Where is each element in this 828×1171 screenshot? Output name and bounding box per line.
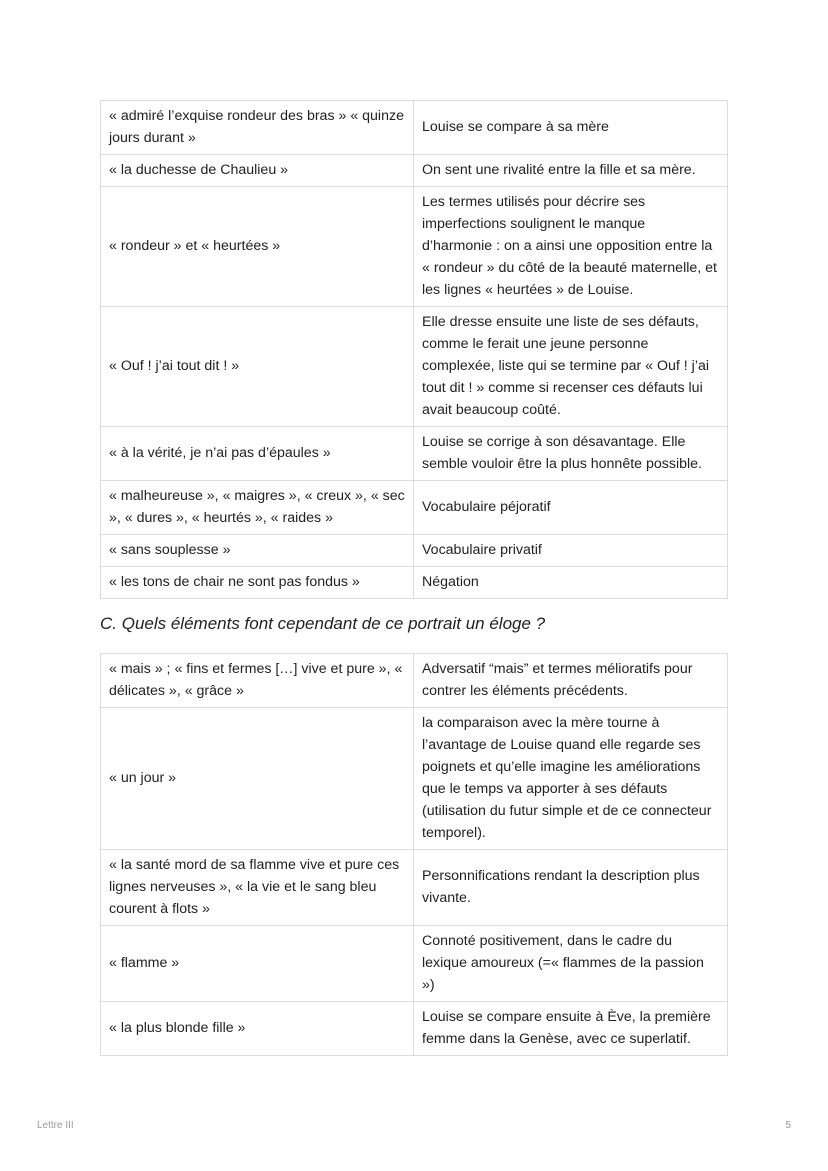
- quote-cell: « mais » ; « fins et fermes […] vive et pure », « délicates », « grâce »: [101, 654, 414, 708]
- quote-cell: « les tons de chair ne sont pas fondus »: [101, 567, 414, 599]
- quote-cell: « la plus blonde fille »: [101, 1002, 414, 1056]
- quote-cell: « rondeur » et « heurtées »: [101, 187, 414, 307]
- quote-cell: « la santé mord de sa flamme vive et pure ces lignes nerveuses », « la vie et le sang bleu courent à flots »: [101, 850, 414, 926]
- quote-cell: « sans souplesse »: [101, 535, 414, 567]
- section-heading: C. Quels éléments font cependant de ce portrait un éloge ?: [100, 614, 546, 633]
- comment-cell: Adversatif “mais” et termes mélioratifs pour contrer les éléments précédents.: [414, 654, 728, 708]
- table-row: [101, 535, 728, 567]
- comment-cell: Les termes utilisés pour décrire ses imperfections soulignent le manque d’harmonie : on a ainsi une opposition entre la « rondeur » du côté de la beauté maternelle, et les lignes « heurtées » de Louise.: [414, 187, 728, 307]
- comment-cell: Négation: [414, 567, 728, 599]
- footer-page-number: 5: [785, 1120, 791, 1131]
- table-row: [101, 101, 728, 155]
- table-row: [101, 307, 728, 427]
- table-row: [101, 187, 728, 307]
- table-row: [101, 155, 728, 187]
- comment-cell: la comparaison avec la mère tourne à l’avantage de Louise quand elle regarde ses poignets et qu’elle imagine les améliorations que le temps va apporter à ses défauts (utilisation du futur simple et de ce connecteur temporel).: [414, 708, 728, 850]
- table-row: [101, 481, 728, 535]
- quote-cell: « malheureuse », « maigres », « creux », « sec », « dures », « heurtés », « raides »: [101, 481, 414, 535]
- comment-cell: Vocabulaire privatif: [414, 535, 728, 567]
- comment-cell: Connoté positivement, dans le cadre du lexique amoureux (=« flammes de la passion »): [414, 926, 728, 1002]
- comment-cell: Louise se corrige à son désavantage. Elle semble vouloir être la plus honnête possible.: [414, 427, 728, 481]
- analysis-table-2: [100, 653, 728, 1056]
- quote-cell: « un jour »: [101, 708, 414, 850]
- comment-cell: On sent une rivalité entre la fille et sa mère.: [414, 155, 728, 187]
- comment-cell: Elle dresse ensuite une liste de ses défauts, comme le ferait une jeune personne complexée, liste qui se termine par « Ouf ! j’ai tout dit ! » comme si recenser ces défauts lui avait beaucoup coûté.: [414, 307, 728, 427]
- table-row: [101, 567, 728, 599]
- quote-cell: « à la vérité, je n’ai pas d’épaules »: [101, 427, 414, 481]
- quote-cell: « la duchesse de Chaulieu »: [101, 155, 414, 187]
- analysis-table-1: [100, 100, 728, 599]
- quote-cell: « Ouf ! j’ai tout dit ! »: [101, 307, 414, 427]
- table-row: [101, 850, 728, 926]
- comment-cell: Personnifications rendant la description plus vivante.: [414, 850, 728, 926]
- table-row: [101, 1002, 728, 1056]
- table-row: [101, 708, 728, 850]
- table-row: [101, 654, 728, 708]
- comment-cell: Vocabulaire péjoratif: [414, 481, 728, 535]
- comment-cell: Louise se compare à sa mère: [414, 101, 728, 155]
- footer-document-title: Lettre III: [37, 1120, 74, 1131]
- table-row: [101, 427, 728, 481]
- quote-cell: « admiré l’exquise rondeur des bras » « quinze jours durant »: [101, 101, 414, 155]
- comment-cell: Louise se compare ensuite à Ève, la première femme dans la Genèse, avec ce superlatif.: [414, 1002, 728, 1056]
- table-row: [101, 926, 728, 1002]
- quote-cell: « flamme »: [101, 926, 414, 1002]
